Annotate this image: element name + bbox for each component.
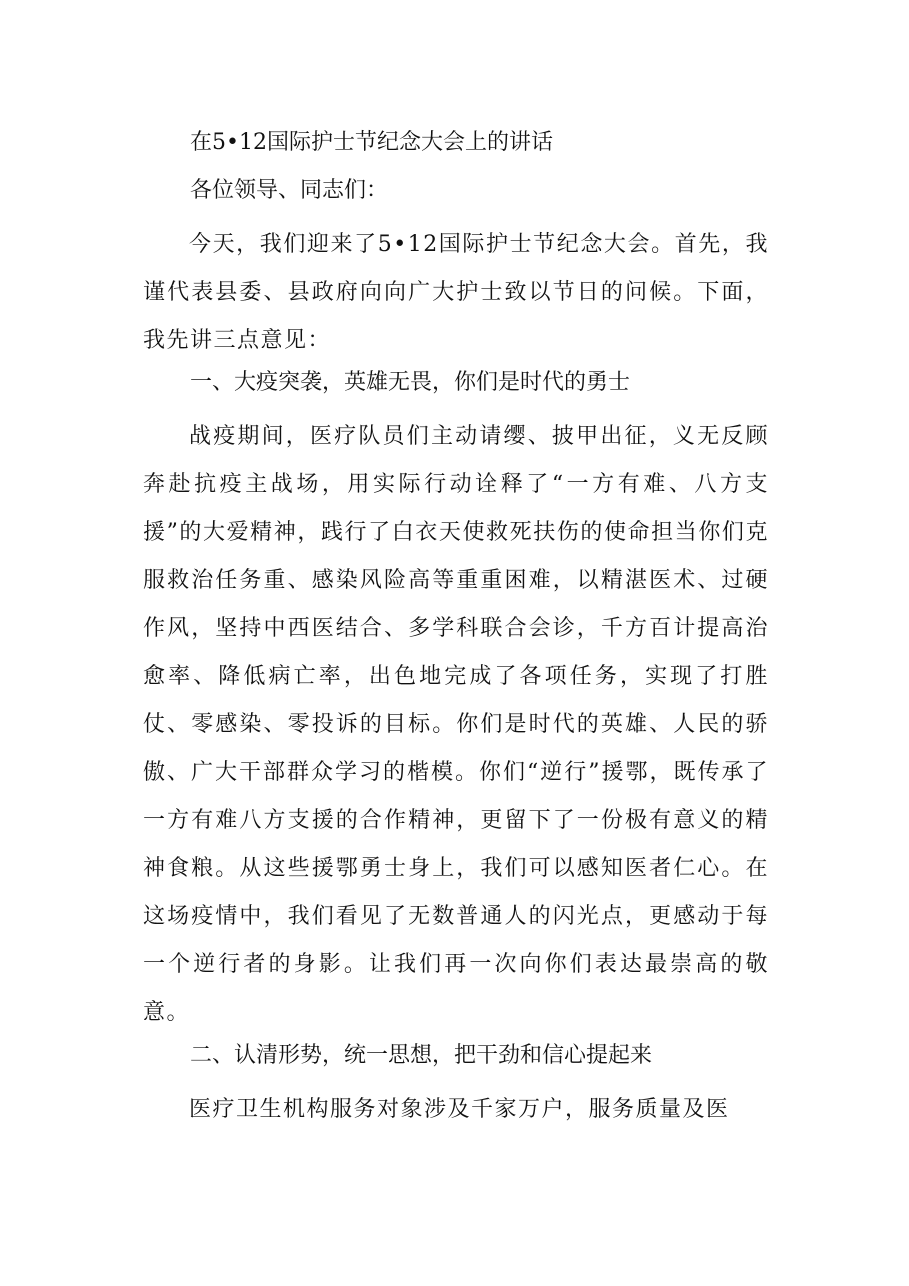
salutation: 各位领导、同志们： xyxy=(190,178,389,203)
paragraph-intro: 今天，我们迎来了5•12国际护士节纪念大会。首先，我谨代表县委、县政府向向广大护士致以节日的问候。下面，我先讲三点意见： xyxy=(143,232,769,353)
section-heading-1: 一、大疫突袭，英雄无畏，你们是时代的勇士 xyxy=(190,370,631,395)
document-title: 在5•12国际护士节纪念大会上的讲话 xyxy=(190,130,553,155)
section-heading-2: 二、认清形势，统一思想，把干劲和信心提起来 xyxy=(190,1043,653,1068)
paragraph-section-2: 医疗卫生机构服务对象涉及千家万户，服务质量及医 xyxy=(189,1097,730,1122)
paragraph-section-1: 战疫期间，医疗队员们主动请缨、披甲出征，义无反顾奔赴抗疫主战场，用实际行动诠释了“一方有难、八方支援”的大爱精神，践行了白衣天使救死扶伤的使命担当你们克服救治任务重、感染风险高等重重困难，以精湛医术、过硬作风，坚持中西医结合、多学科联合会诊，千方百计提高治愈率、降低病亡率，出色地完成了各项任务，实现了打胜仗、零感染、零投诉的目标。你们是时代的英雄、人民的骄傲、广大干部群众学习的楷模。你们“逆行”援鄂，既传承了一方有难八方支援的合作精神，更留下了一份极有意义的精神食粮。从这些援鄂勇士身上，我们可以感知医者仁心。在这场疫情中，我们看见了无数普通人的闪光点，更感动于每一个逆行者的身影。让我们再一次向你们表达最崇高的敬意。 xyxy=(143,424,769,1025)
